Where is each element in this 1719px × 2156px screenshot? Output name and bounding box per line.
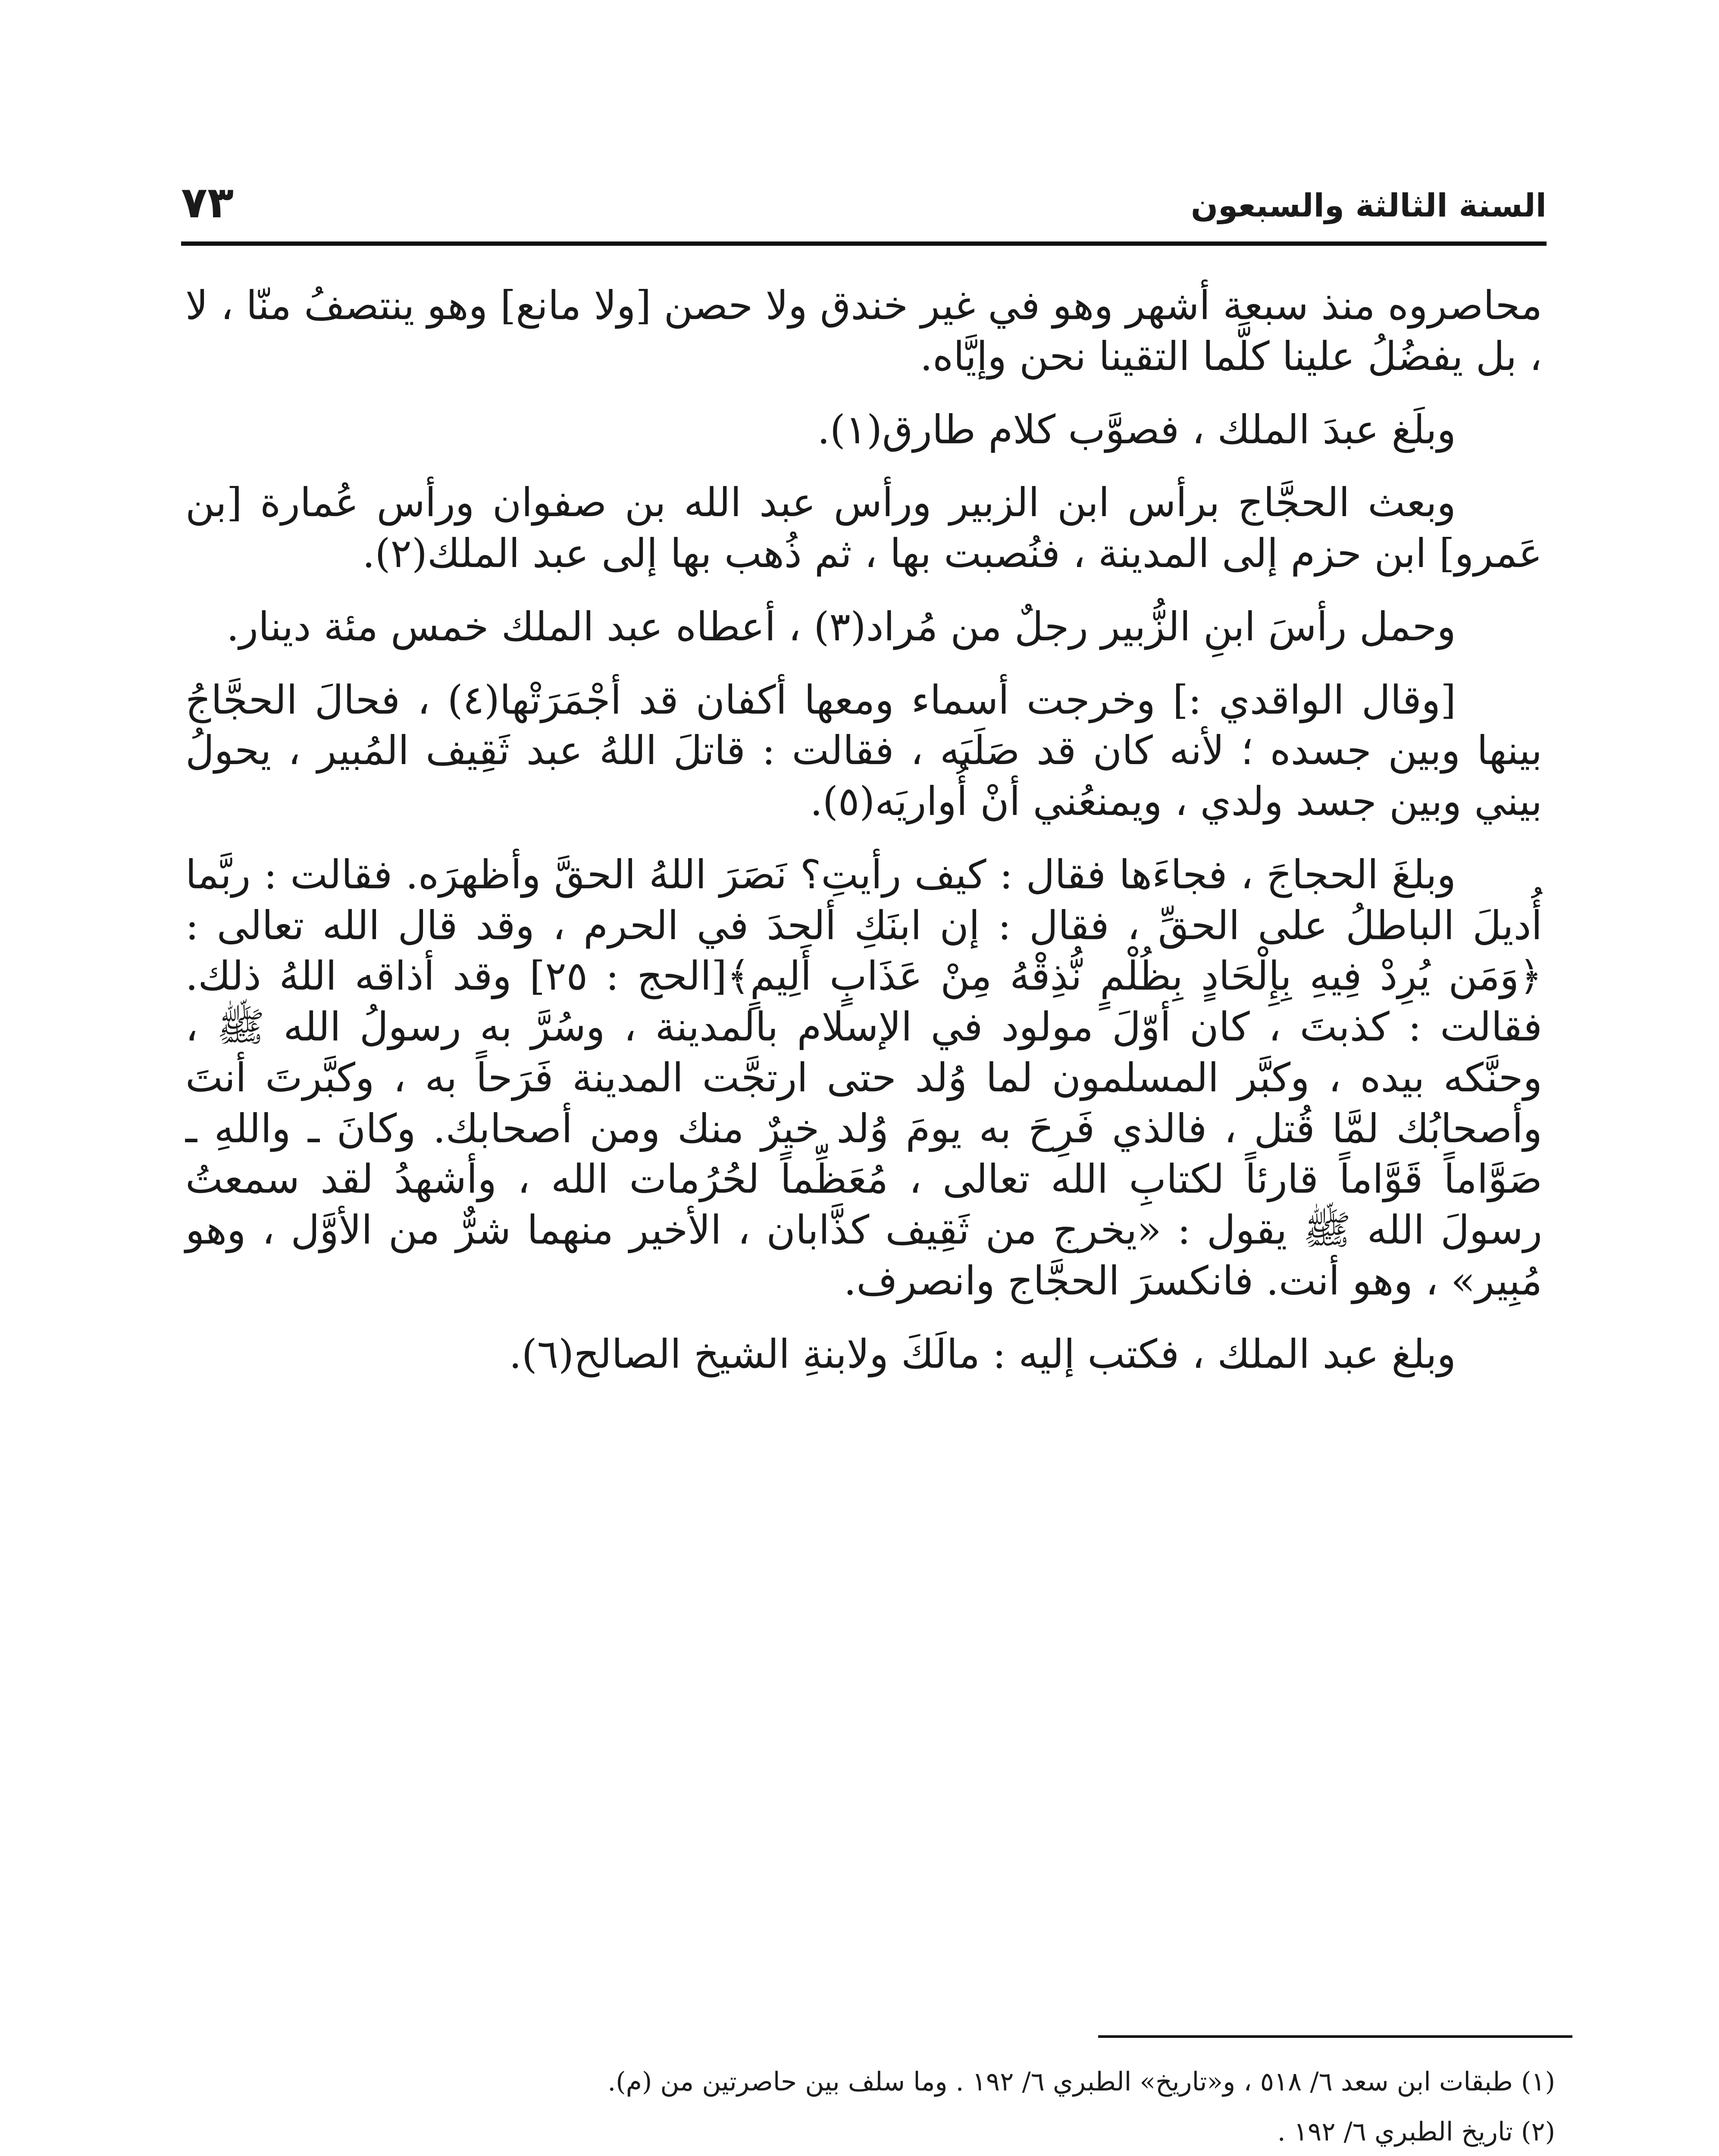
footnote-1: (١) طبقات ابن سعد ٦/ ٥١٨ ، و«تاريخ» الطبري ٦/ ١٩٢ . وما سلف بين حاصرتين من (م). [607,2067,1555,2097]
page-number: ٧٣ [181,177,234,228]
paragraph-1: محاصروه منذ سبعة أشهر وهو في غير خندق ولا حصن [ولا مانع] وهو ينتصفُ منّا ، لا ، بل يفضُلُ علينا كلَّما التقينا نحن وإيَّاه. [185,282,1542,379]
running-title: السنة الثالثة والسبعون [1190,187,1547,224]
paragraph-2: وبلَغ عبدَ الملك ، فصوَّب كلام طارق(١). [817,406,1456,453]
paragraph-4: وحمل رأسَ ابنِ الزُّبير رجلٌ من مُراد(٣) ، أعطاه عبد الملك خمس مئة دينار. [226,603,1456,650]
paragraph-6: وبلغَ الحجاجَ ، فجاءَها فقال : كيف رأيتِ؟ نَصَرَ اللهُ الحقَّ وأظهرَه. فقالت : ربَّما أُديلَ الباطلُ على الحقِّ ، فقال : إن ابنَكِ ألحدَ في الحرم ، وقد قال الله تعالى : ﴿وَمَن يُرِدْ فِيهِ بِإِلْحَادٍ بِظُلْمٍ نُّذِقْهُ مِنْ عَذَابٍ أَلِيمٍ﴾[الحج : ٢٥] وقد أذاقه اللهُ ذلك. فقالت : كذبتَ ، كان أوّلَ مولود في الإسلام بالمدينة ، وسُرَّ به رسولُ الله ﷺ ، وحنَّكه بيده ، وكبَّر المسلمون لما وُلد حتى ارتجَّت المدينة فَرَحاً به ، وكبَّرتَ أنتَ وأصحابُك لمَّا قُتل ، فالذي فَرِحَ به يومَ وُلد خيرٌ منك ومن أصحابك. وكانَ ـ واللهِ ـ صَوَّاماً قَوَّاماً قارئاً لكتابِ الله تعالى ، مُعَظِّماً لحُرُمات الله ، وأشهدُ لقد سمعتُ رسولَ الله ﷺ يقول : «يخرج من ثَقِيف كذَّابان ، الأخير منهما شرٌّ من الأوَّل ، وهو مُبِير» ، وهو أنت. فانكسرَ الحجَّاج وانصرف. [185,851,1542,1304]
header-rule [181,241,1547,246]
paragraph-7: وبلغ عبد الملك ، فكتب إليه : مالَكَ ولابنةِ الشيخ الصالح(٦). [509,1331,1456,1377]
running-head [181,160,1547,228]
main-text [185,280,1542,1402]
footnotes [185,2061,1555,2156]
paragraph-5: [وقال الواقدي :] وخرجت أسماء ومعها أكفان قد أجْمَرَتْها(٤) ، فحالَ الحجَّاجُ بينها وبين جسده ؛ لأنه كان قد صَلَبَه ، فقالت : قاتلَ اللهُ عبد ثَقِيف المُبير ، يحولُ بيني وبين جسد ولدي ، ويمنعُني أنْ أُواريَه(٥). [185,677,1542,824]
paragraph-3: وبعث الحجَّاج برأس ابن الزبير ورأس عبد الله بن صفوان ورأس عُمارة [بن عَمرو] ابن حزم إلى المدينة ، فنُصبت بها ، ثم ذُهب بها إلى عبد الملك(٢). [185,479,1542,577]
footnote-rule [1098,2035,1572,2038]
footnote-2: (٢) تاريخ الطبري ٦/ ١٩٢ . [1277,2117,1555,2147]
